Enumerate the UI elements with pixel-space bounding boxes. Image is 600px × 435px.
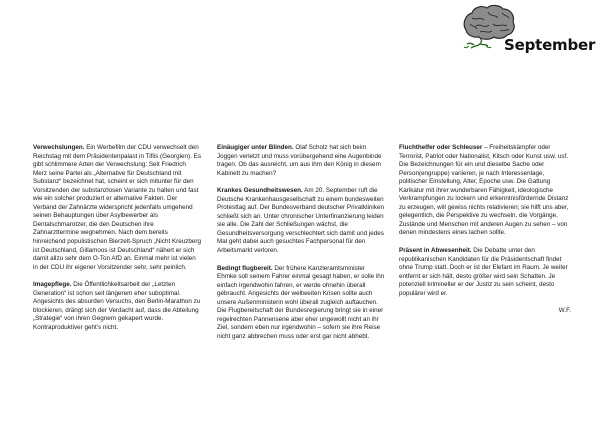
paragraph-lead: Einäugiger unter Blinden. (217, 144, 294, 151)
paragraph (217, 144, 385, 178)
author-signature: W.F. (558, 307, 571, 315)
paragraph-text: – Freiheitskämpfer oder Terrorist, Patriot oder Nationalist, Kitsch oder Kunst usw. usf. Die Bezeichnungen für ein und dieselbe Sache oder Person(engruppe) variieren, je nach Interessenlage, politischer Einstellung, Alter, Epoche usw. Die Gattung Karikatur mit ihrer wunderbaren Fähigkeit, ideologische Verkrampfungen zu lockern und erkenntnisfördernde Distanz zu erzeugen, will gewiss nichts relativieren; sie hilft uns aber, gelegentlich, die Perspektive zu wechseln, die Vorgänge, Zustände und Menschen mit anderen Augen zu sehen – von denen mindestens eines lachen sollte. (399, 144, 569, 237)
paragraph-lead: Bedingt flugbereit. (217, 264, 273, 272)
paragraph (399, 247, 571, 298)
paragraph (399, 144, 571, 238)
paragraph-text: Am 20. September ruft die Deutsche Krankenhausgesellschaft zu einem bundesweiten Protesttag auf. Der Bundesverband deutscher Privatkliniken schließt sich an. Unter chronischer Unterfinanzierung leiden sie alle. Die Zahl der Schließungen wächst, die Gesundheitsversorgung verschlechtert sich damit und jedes Mal geht dabei auch gesuchtes Fachpersonal für den Arbeitsmarkt verloren. (217, 187, 384, 255)
column-1 (33, 144, 201, 341)
paragraph-text: Der frühere Kanzleramtsminister Ehmke soll seinem Fahrer einmal gesagt haben, er solle ihn einfach irgendwohin fahren, er werde ohnehin überall gebraucht. Angesichts der weltweiten Krisen sollte auch unsere Außenministerin wohl überall zugleich auftauchen. Die Flugbereitschaft der Bundesregierung bringt sie in einer regelrechten Pannenserie aber eher ungewollt nicht an ihr Ziel, sondern eben nur irgendwohin – sofern sie ihre Reise nicht ganz abbrechen muss oder erst gar nicht abhebt. (217, 264, 385, 340)
paragraph (217, 265, 385, 342)
paragraph-text: Ein Werbefilm der CDU verwechselt den Reichstag mit dem Präsidentenpalast in Tiflis (Georgien). Es gibt schlimmere Arten der Verwechslung: Seit Friedrich Merz seine Partei als „Alternative für Deutschland mit Substanz“ bezeichnet hat, scheint er sich mitunter für den Vorsitzenden der substanzlosen Variante zu halten und fast wie ein solcher produziert er alternative Fakten. Der Verband der Zahnärzte widerspricht jedenfalls umgehend seinen Behauptungen über Asylbewerber als Dentalschmarotzer, die den Deutschen ihre Zahnarzttermine wegnehmen. Nach dem bereits hinreichend populistischen Bierzelt-Spruch „Nicht Kreuzberg ist Deutschland, Gillamoos ist Deutschland“ nähert er sich damit allzu sehr dem O-Ton AfD an. Einmal mehr ist vielen in der CDU ihr eigener Vorsitzender sehr, sehr peinlich. (33, 144, 202, 271)
paragraph (33, 144, 201, 272)
paragraph-lead: Verwechslungen. (33, 144, 85, 151)
paragraph-text: Die Öffentlichkeitsarbeit der „Letzten Generation“ ist schon seit längerem eher suboptimal. Angesichts des absurden Versuchs, den Berlin-Marathon zu blockieren, drängt sich der Verdacht auf, dass die Abteilung „Strategie“ von ihren Gegnern gekapert wurde. Kontraproduktiver geht’s nicht. (33, 281, 201, 331)
column-3 (399, 144, 571, 316)
paragraph (217, 187, 385, 255)
paragraph-lead: Krankes Gesundheitswesen. (217, 187, 303, 195)
page-header (452, 4, 600, 60)
paragraph (33, 281, 201, 332)
column-2 (217, 144, 385, 350)
paragraph-lead: Imagepflege. (33, 281, 72, 289)
paragraph-lead: Fluchthelfer oder Schleuser (399, 144, 483, 151)
month-title: September (504, 36, 596, 54)
article-columns (33, 144, 571, 429)
paragraph-lead: Präsent in Abwesenheit. (399, 247, 472, 255)
paragraph-text: Olaf Scholz hat sich beim Joggen verletzt und muss vorübergehend eine Augenbinde tragen. Ob das ausreicht, um aus ihm den König in diesem Kabinett zu machen? (217, 144, 382, 177)
paragraph-text: Die Debatte unter den republikanischen Kandidaten für die Präsidentschaft findet ohne Trump statt. Doch er ist der Elefant im Raum. Je weiter entfernt er sich hält, desto größer wird sein Schatten. Je potenziell krimineller er der Justiz zu sein scheint, desto populärer wird er. (399, 247, 568, 297)
